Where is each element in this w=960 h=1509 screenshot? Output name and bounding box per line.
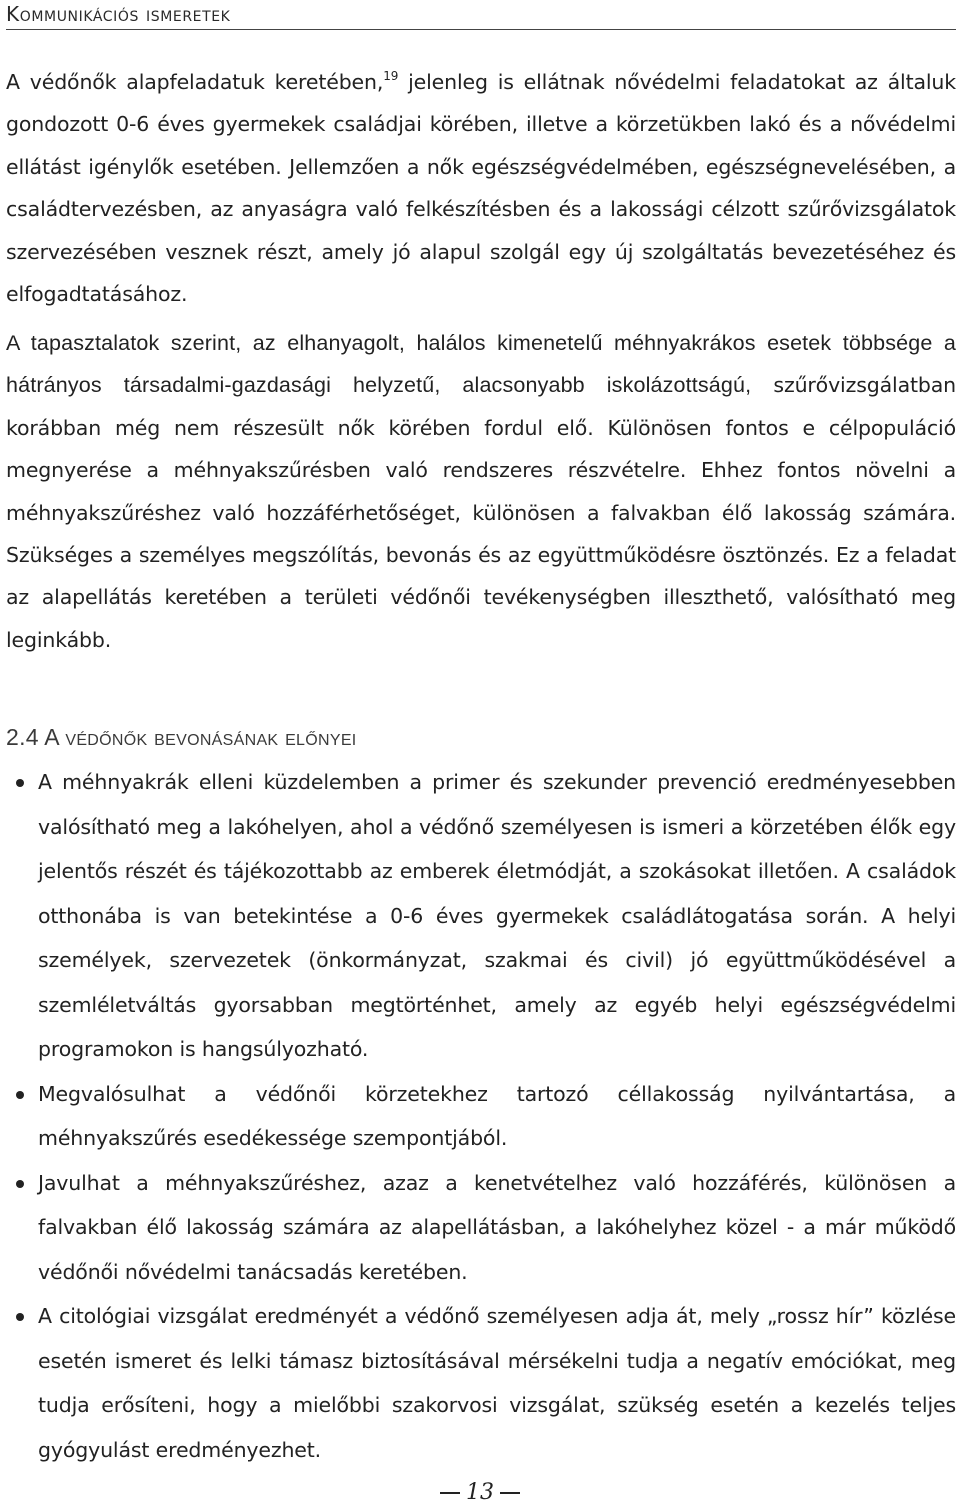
- list-item: [0, 1072, 956, 1161]
- bullet-icon: [16, 1313, 24, 1321]
- paragraph-2-rest: szűrővizsgálatban korábban még nem részesült nők körében fordul elő. Különösen fontos e célpopuláció megnyerése a méhnyakszűrésben való rendszeres részvételre. Ehhez fontos növelni a méhnyakszűréshez való hozzáférhetőséget, különösen a falvakban élő lakosság számára. Szükséges a személyes megszólítás, bevonás és az együttműködésre ösztönzés. Ez a feladat az alapellátás keretében a területi védőnői tevékenységben illeszthető, valósítható meg leginkább.: [6, 373, 956, 652]
- paragraph-2: [6, 322, 956, 661]
- paragraph-1-text-a: A védőnők alapfeladatuk keretében,: [6, 70, 384, 94]
- list-item-text: Megvalósulhat a védőnői körzetekhez tartozó céllakosság nyilvántartása, a méhnyakszűrés esedékessége szempontjából.: [38, 1081, 956, 1150]
- list-item-text: A citológiai vizsgálat eredményét a védőnő személyesen adja át, mely „rossz hír” közlése esetén ismeret és lelki támasz biztosításával mérsékelni tudja a negatív emóciókat, meg tudja erősíteni, hogy a mielőbbi szakorvosi vizsgálat, szükség esetén a kezelés teljes gyógyulást eredményezhet.: [38, 1304, 956, 1462]
- paragraph-1-text-b: jelenleg is ellátnak nővédelmi feladatokat az általuk gondozott 0-6 éves gyermekek családjai körében, illetve a körzetükben lakó és a nővédelmi ellátást igénylők esetében. Jellemzően a nők egészségvédelmében, egészségnevelésében, a családtervezésben, az anyaságra való felkészítésben és a lakossági célzott szűrővizsgálatok szervezésében vesznek részt, amely jó alapul szolgál egy új szolgáltatás bevezetéséhez és elfogadtatásához.: [6, 70, 956, 307]
- bullet-icon: [16, 1091, 24, 1099]
- list-item: [0, 1294, 956, 1472]
- list-item: [0, 1161, 956, 1295]
- list-item: [0, 760, 956, 1072]
- paragraph-2-lead: A tapasztalatok szerint, az elhanyagolt, halálos kimenetelű méhnyakrákos esetek többsége a hátrányos társadalmi-gazdasági helyzetű, alacsonyabb iskolázottságú,: [6, 331, 956, 398]
- bullet-icon: [16, 779, 24, 787]
- list-item-text: Javulhat a méhnyakszűréshez, azaz a kenetvételhez való hozzáférés, különösen a falvakban élő lakosság számára az alapellátásban, a lakóhelyhez közel - a már működő védőnői nővédelmi tanácsadás keretében.: [38, 1170, 956, 1284]
- page-number-dash-left: [440, 1492, 460, 1494]
- paragraph-1: [6, 61, 956, 315]
- page-number-dash-right: [500, 1492, 520, 1494]
- running-title: Kommunikációs ismeretek: [6, 2, 231, 26]
- bullet-list: [0, 760, 956, 1472]
- section-heading: 2.4 A védőnők bevonásának előnyei: [6, 724, 357, 750]
- bullet-icon: [16, 1180, 24, 1188]
- page-number-value: 13: [466, 1480, 494, 1505]
- page-number: [0, 1480, 960, 1505]
- list-item-text: A méhnyakrák elleni küzdelemben a primer és szekunder prevenció eredményesebben valósítható meg a lakóhelyen, ahol a védőnő személyesen is ismeri a körzetében élők egy jelentős részét és tájékozottabb az emberek életmódját, a szokásokat illetően. A családok otthonába is van betekintése a 0-6 éves gyermekek családlátogatása során. A helyi személyek, szervezetek (önkormányzat, szakmai és civil) jó együttműködésével a szemléletváltás gyorsabban megtörténhet, amely az egyéb helyi egészségvédelmi programokon is hangsúlyozható.: [38, 770, 956, 1061]
- footnote-reference[interactable]: 19: [383, 69, 399, 83]
- running-header: [6, 2, 956, 30]
